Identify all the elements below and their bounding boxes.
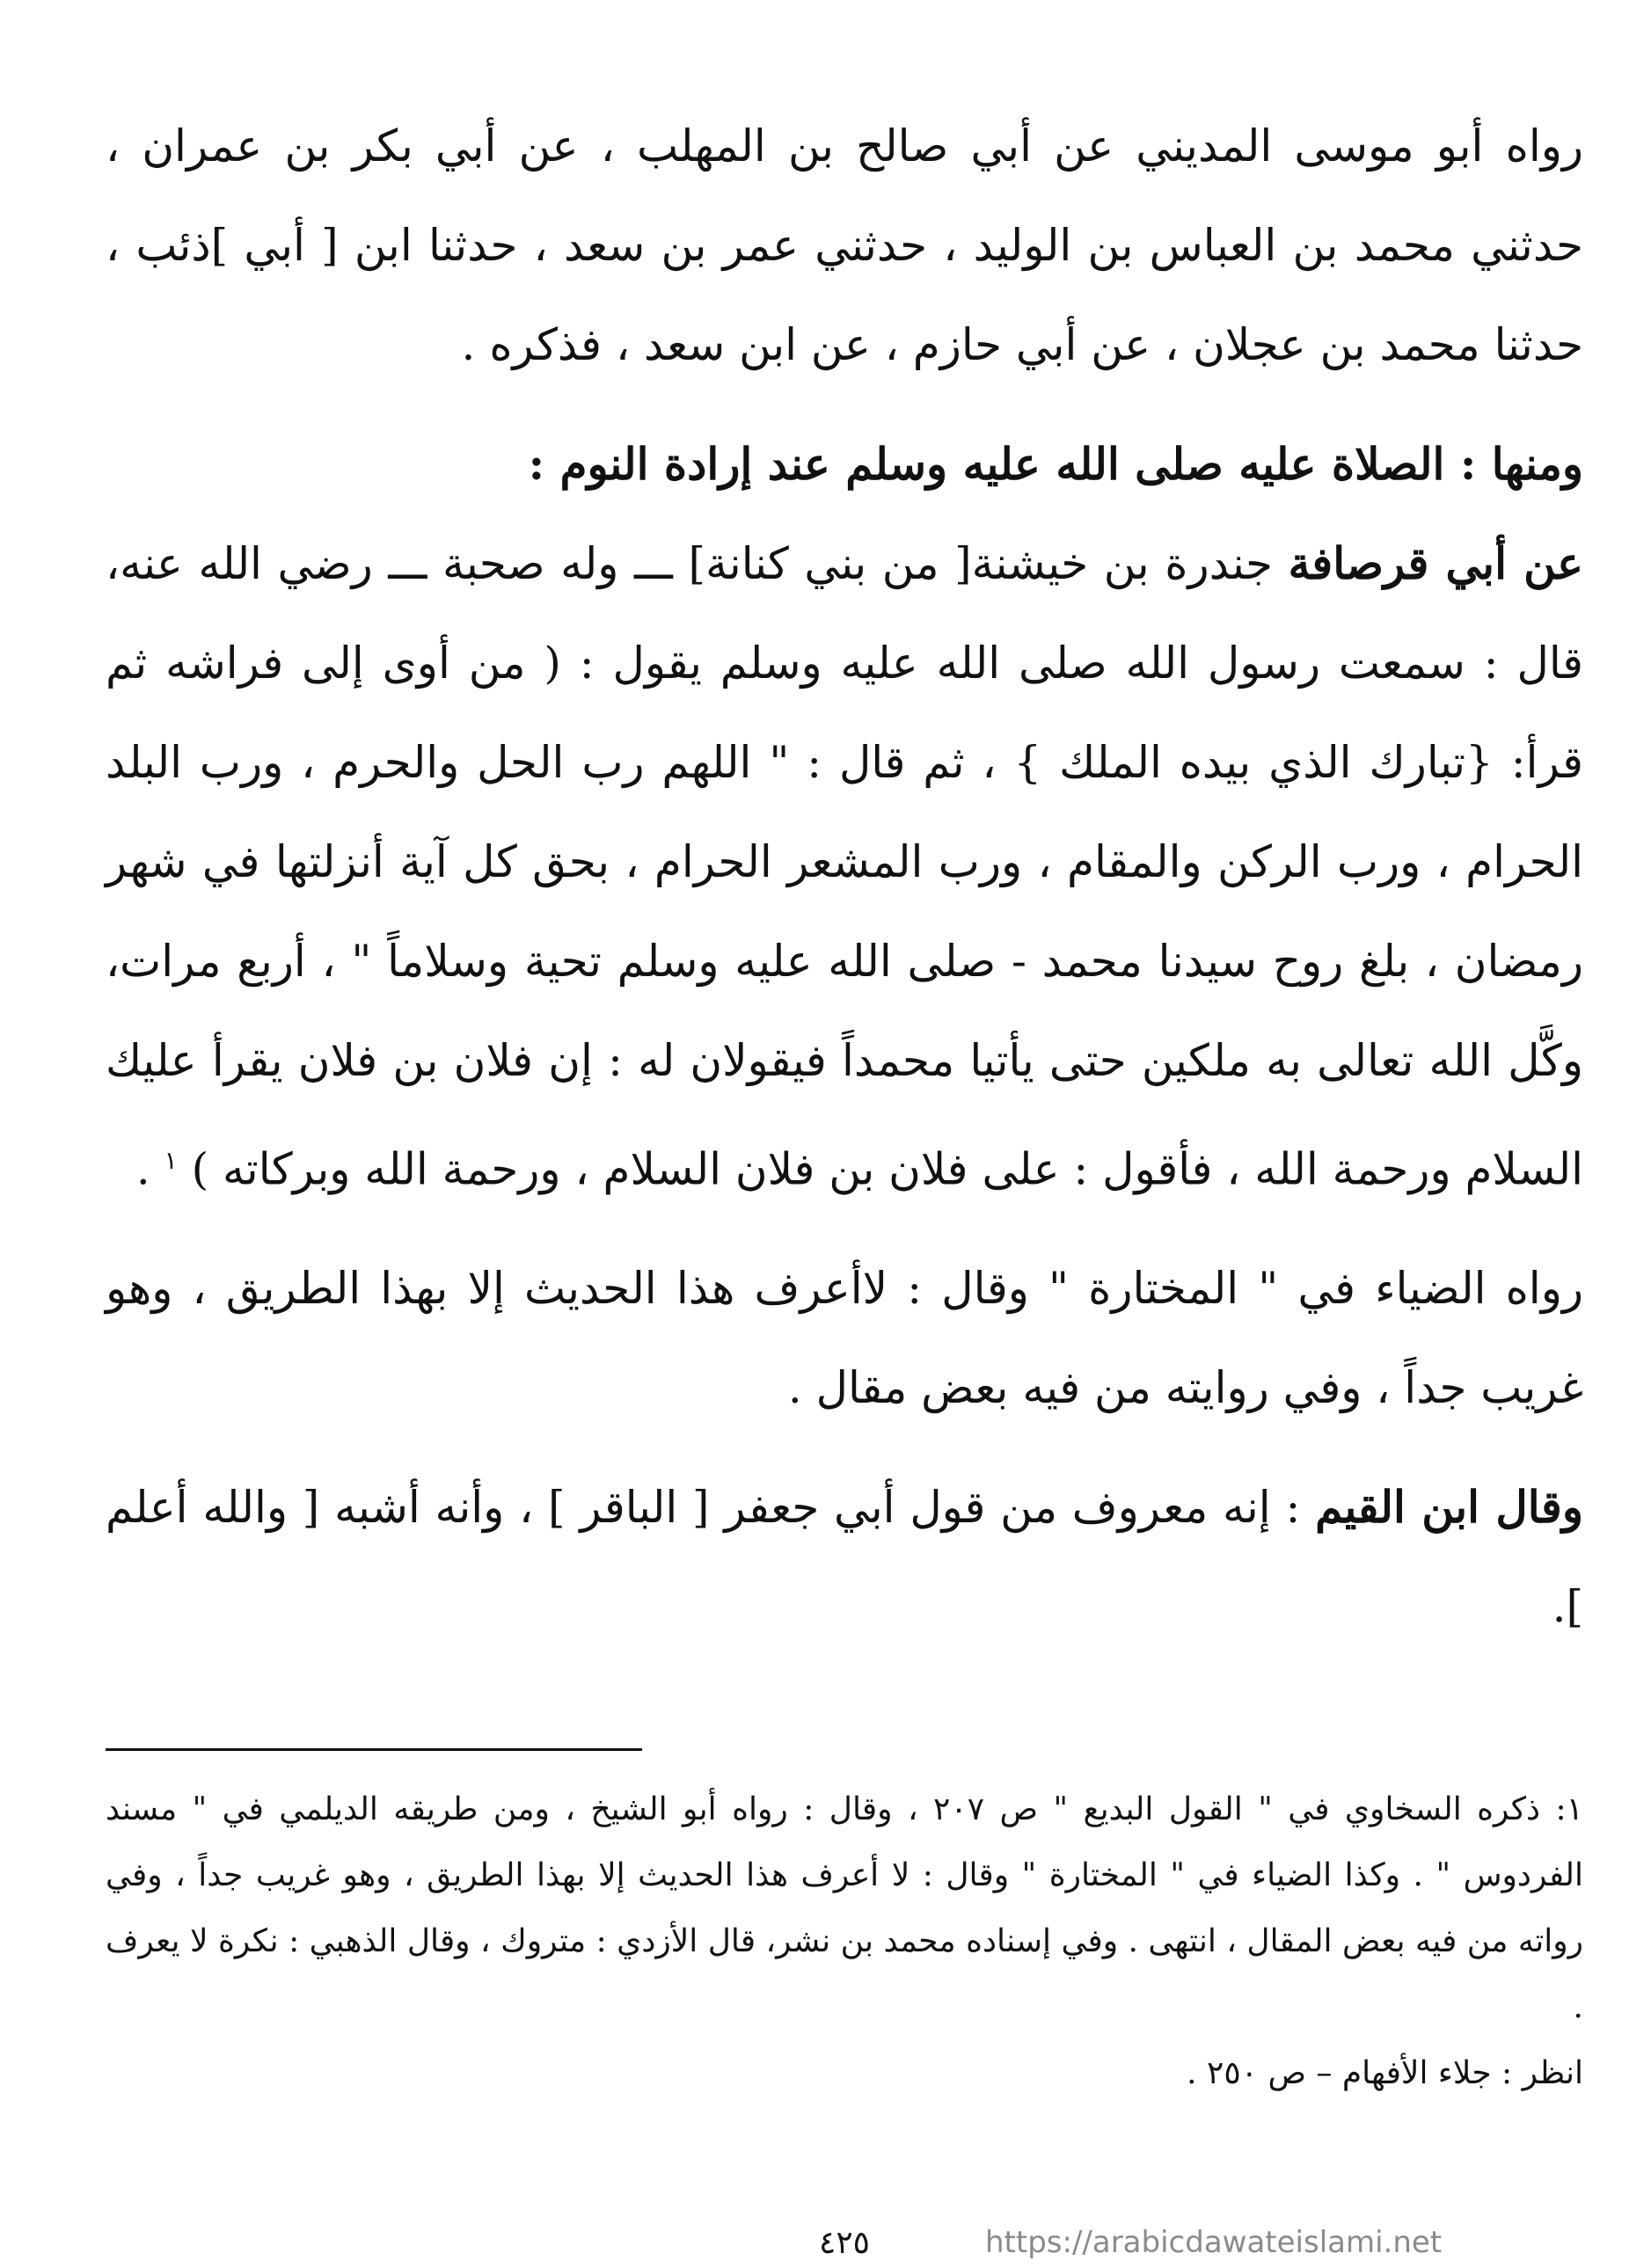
paragraph-hadith: عن أبي قرصافة جندرة بن خيشنة[ من بني كنانة] ـــ وله صحبة ـــ رضي الله عنه، قال : سمعت رسول الله صلى الله عليه وسلم يقول : ( من أوى إلى فراشه ثم قرأ: {تبارك الذي بيده الملك } ، ثم قال : " اللهم رب الحل والحرم ، ورب البلد الحرام ، ورب الركن والمقام ، ورب المشعر الحرام ، بحق كل آية أنزلتها في شهر رمضان ، بلغ روح سيدنا محمد - صلى الله عليه وسلم تحية وسلاماً " ، أربع مرات، وكَّل الله تعالى به ملكين حتى يأتيا محمداً فيقولان له : إن فلان بن فلان يقرأ عليك السلام ورحمة الله ، فأقول : على فلان بن فلان السلام ، ورحمة الله وبركاته ) $^١$ . [106,537,1583,1195]
scholar-name: وقال ابن القيم [1315,1480,1583,1533]
footnote-separator [106,1748,642,1751]
paragraph-narration-chain: رواه أبو موسى المديني عن أبي صالح بن المهلب ، عن أبي بكر بن عمران ، حدثني محمد بن العباس بن الوليد ، حدثني عمر بن سعد ، حدثنا ابن [ أبي ]ذئب ، حدثنا محمد بن عجلان ، عن أبي حازم ، عن ابن سعد ، فذكره . [106,120,1583,370]
footnotes [106,1776,1583,2106]
scholar-quote: : إنه معروف من قول أبي جعفر [ الباقر ] ، وأنه أشبه [ والله أعلم ]. [106,1481,1583,1632]
hadith-text: جندرة بن خيشنة[ من بني كنانة] ـــ وله صحبة ـــ رضي الله عنه، قال : سمعت رسول الله صلى الله عليه وسلم يقول : ( من أوى إلى فراشه ثم قرأ: {تبارك الذي بيده الملك } ، ثم قال : " اللهم رب الحل والحرم ، ورب البلد الحرام ، ورب الركن والمقام ، ورب المشعر الحرام ، بحق كل آية أنزلتها في شهر رمضان ، بلغ روح سيدنا محمد - صلى الله عليه وسلم تحية وسلاماً " ، أربع مرات، وكَّل الله تعالى به ملكين حتى يأتيا محمداً فيقولان له : إن فلان بن فلان يقرأ عليك السلام ورحمة الله ، فأقول : على فلان بن فلان السلام ، ورحمة الله وبركاته ) [106,538,1583,1195]
paragraph-ibn-qayyim [106,1457,1583,1657]
page-number: ٤٢٥ [818,2225,870,2261]
footnote-2: انظر : جلاء الأفهام – ص ٢٥٠ . [1187,2055,1583,2091]
footnote-reference: ١ [164,1146,178,1175]
watermark-url: https://arabicdawateislami.net [985,2225,1443,2260]
section-heading: ومنها : الصلاة عليه صلى الله عليه وسلم عند إرادة النوم : [528,438,1583,490]
narrator-name: عن أبي قرصافة [1288,537,1583,589]
paragraph-source: رواه الضياء في " المختارة " وقال : لاأعرف هذا الحديث إلا بهذا الطريق ، وهو غريب جداً ، وفي روايته من فيه بعض مقال . [106,1262,1583,1413]
footnote-1: ١: ذكره السخاوي في " القول البديع " ص ٢٠٧ ، وقال : رواه أبو الشيخ ، ومن طريقه الديلمي في " مسند الفردوس " . وكذا الضياء في " المختارة " وقال : لا أعرف هذا الحديث إلا بهذا الطريق ، وهو غريب جداً ، وفي رواته من فيه بعض المقال ، انتهى . وفي إسناده محمد بن نشر، قال الأزدي : متروك ، وقال الذهبي : نكرة لا يعرف . [106,1791,1583,2025]
